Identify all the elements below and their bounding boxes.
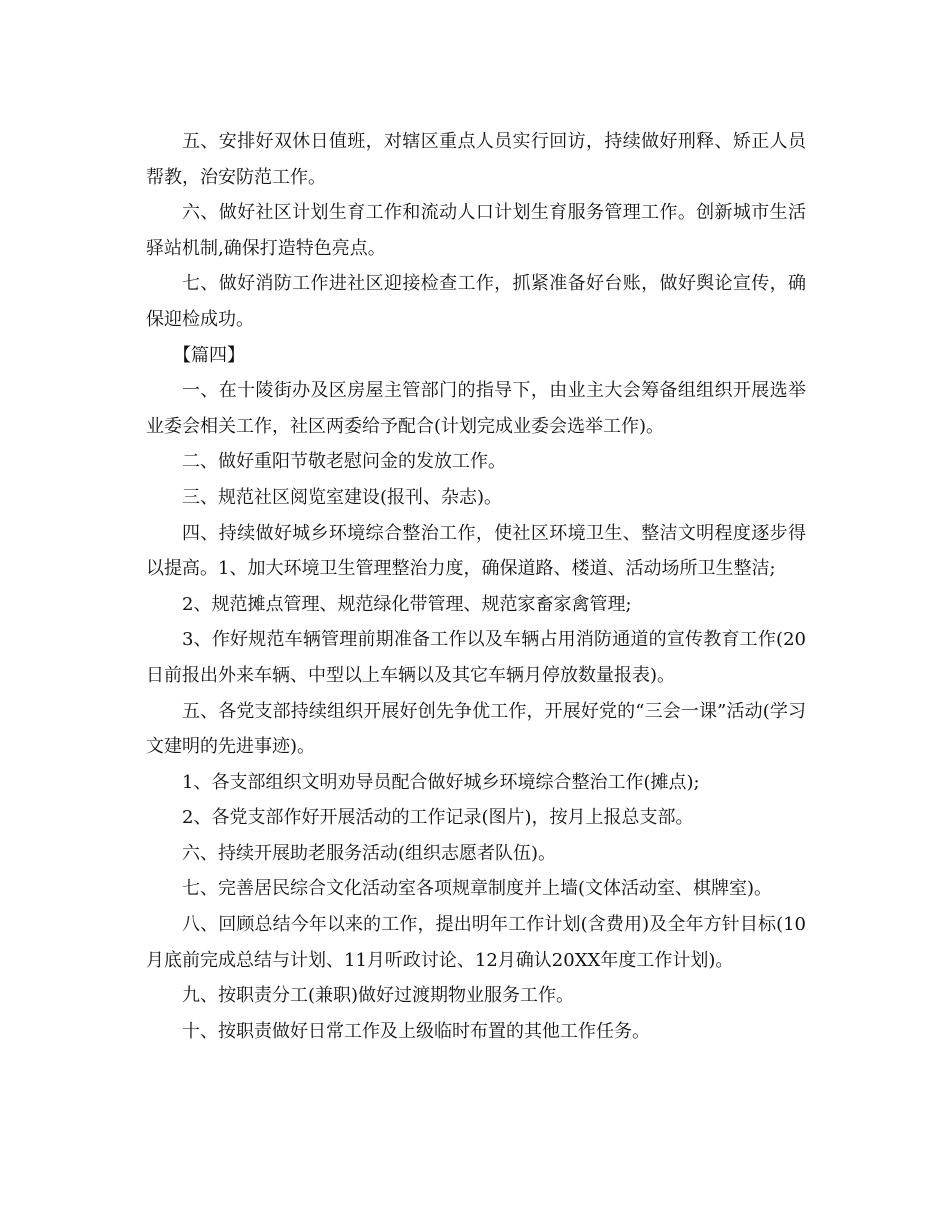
paragraph-item-5: 五、安排好双休日值班，对辖区重点人员实行回访，持续做好刑释、矫正人员帮教，治安防范工作。	[146, 131, 806, 188]
section-paragraph-5-2: 2、各党支部作好开展活动的工作记录(图片)，按月上报总支部。	[182, 807, 694, 829]
section-paragraph-5: 五、各党支部持续组织开展好创先争优工作，开展好党的“三会一课”活动(学习文建明的先进事迹)。	[146, 700, 806, 758]
document-body	[146, 124, 806, 1049]
paragraph-item-6: 六、做好社区计划生育工作和流动人口计划生育服务管理工作。创新城市生活驿站机制,确保打造特色亮点。	[146, 202, 806, 259]
section-heading: 【篇四】	[173, 344, 245, 366]
section-paragraph-2: 二、做好重阳节敬老慰问金的发放工作。	[182, 451, 506, 473]
section-paragraph-1: 一、在十陵街办及区房屋主管部门的指导下，由业主大会筹备组组织开展选举业委会相关工作，社区两委给予配合(计划完成业委会选举工作)。	[146, 380, 806, 437]
section-paragraph-10: 十、按职责做好日常工作及上级临时布置的其他工作任务。	[182, 1020, 650, 1042]
section-paragraph-3: 三、规范社区阅览室建设(报刊、杂志)。	[182, 486, 503, 508]
section-paragraph-8: 八、回顾总结今年以来的工作，提出明年工作计划(含费用)及全年方针目标(10月底前完成总结与计划、11月听政讨论、12月确认20XX年度工作计划)。	[146, 914, 806, 971]
section-paragraph-4-3: 3、作好规范车辆管理前期准备工作以及车辆占用消防通道的宣传教育工作(20日前报出外来车辆、中型以上车辆以及其它车辆月停放数量报表)。	[146, 629, 806, 686]
section-paragraph-7: 七、完善居民综合文化活动室各项规章制度并上墙(文体活动室、棋牌室)。	[182, 878, 773, 900]
paragraph-item-7: 七、做好消防工作进社区迎接检查工作，抓紧准备好台账，做好舆论宣传，确保迎检成功。	[146, 273, 806, 330]
section-paragraph-5-1: 1、各支部组织文明劝导员配合做好城乡环境综合整治工作(摊点);	[182, 771, 700, 793]
section-paragraph-4: 四、持续做好城乡环境综合整治工作，使社区环境卫生、整洁文明程度逐步得以提高。1、加大环境卫生管理整治力度，确保道路、楼道、活动场所卫生整洁;	[146, 522, 806, 580]
section-paragraph-4-2: 2、规范摊点管理、规范绿化带管理、规范家畜家禽管理;	[182, 593, 632, 615]
section-paragraph-6: 六、持续开展助老服务活动(组织志愿者队伍)。	[182, 842, 557, 864]
section-paragraph-9: 九、按职责分工(兼职)做好过渡期物业服务工作。	[182, 985, 575, 1007]
